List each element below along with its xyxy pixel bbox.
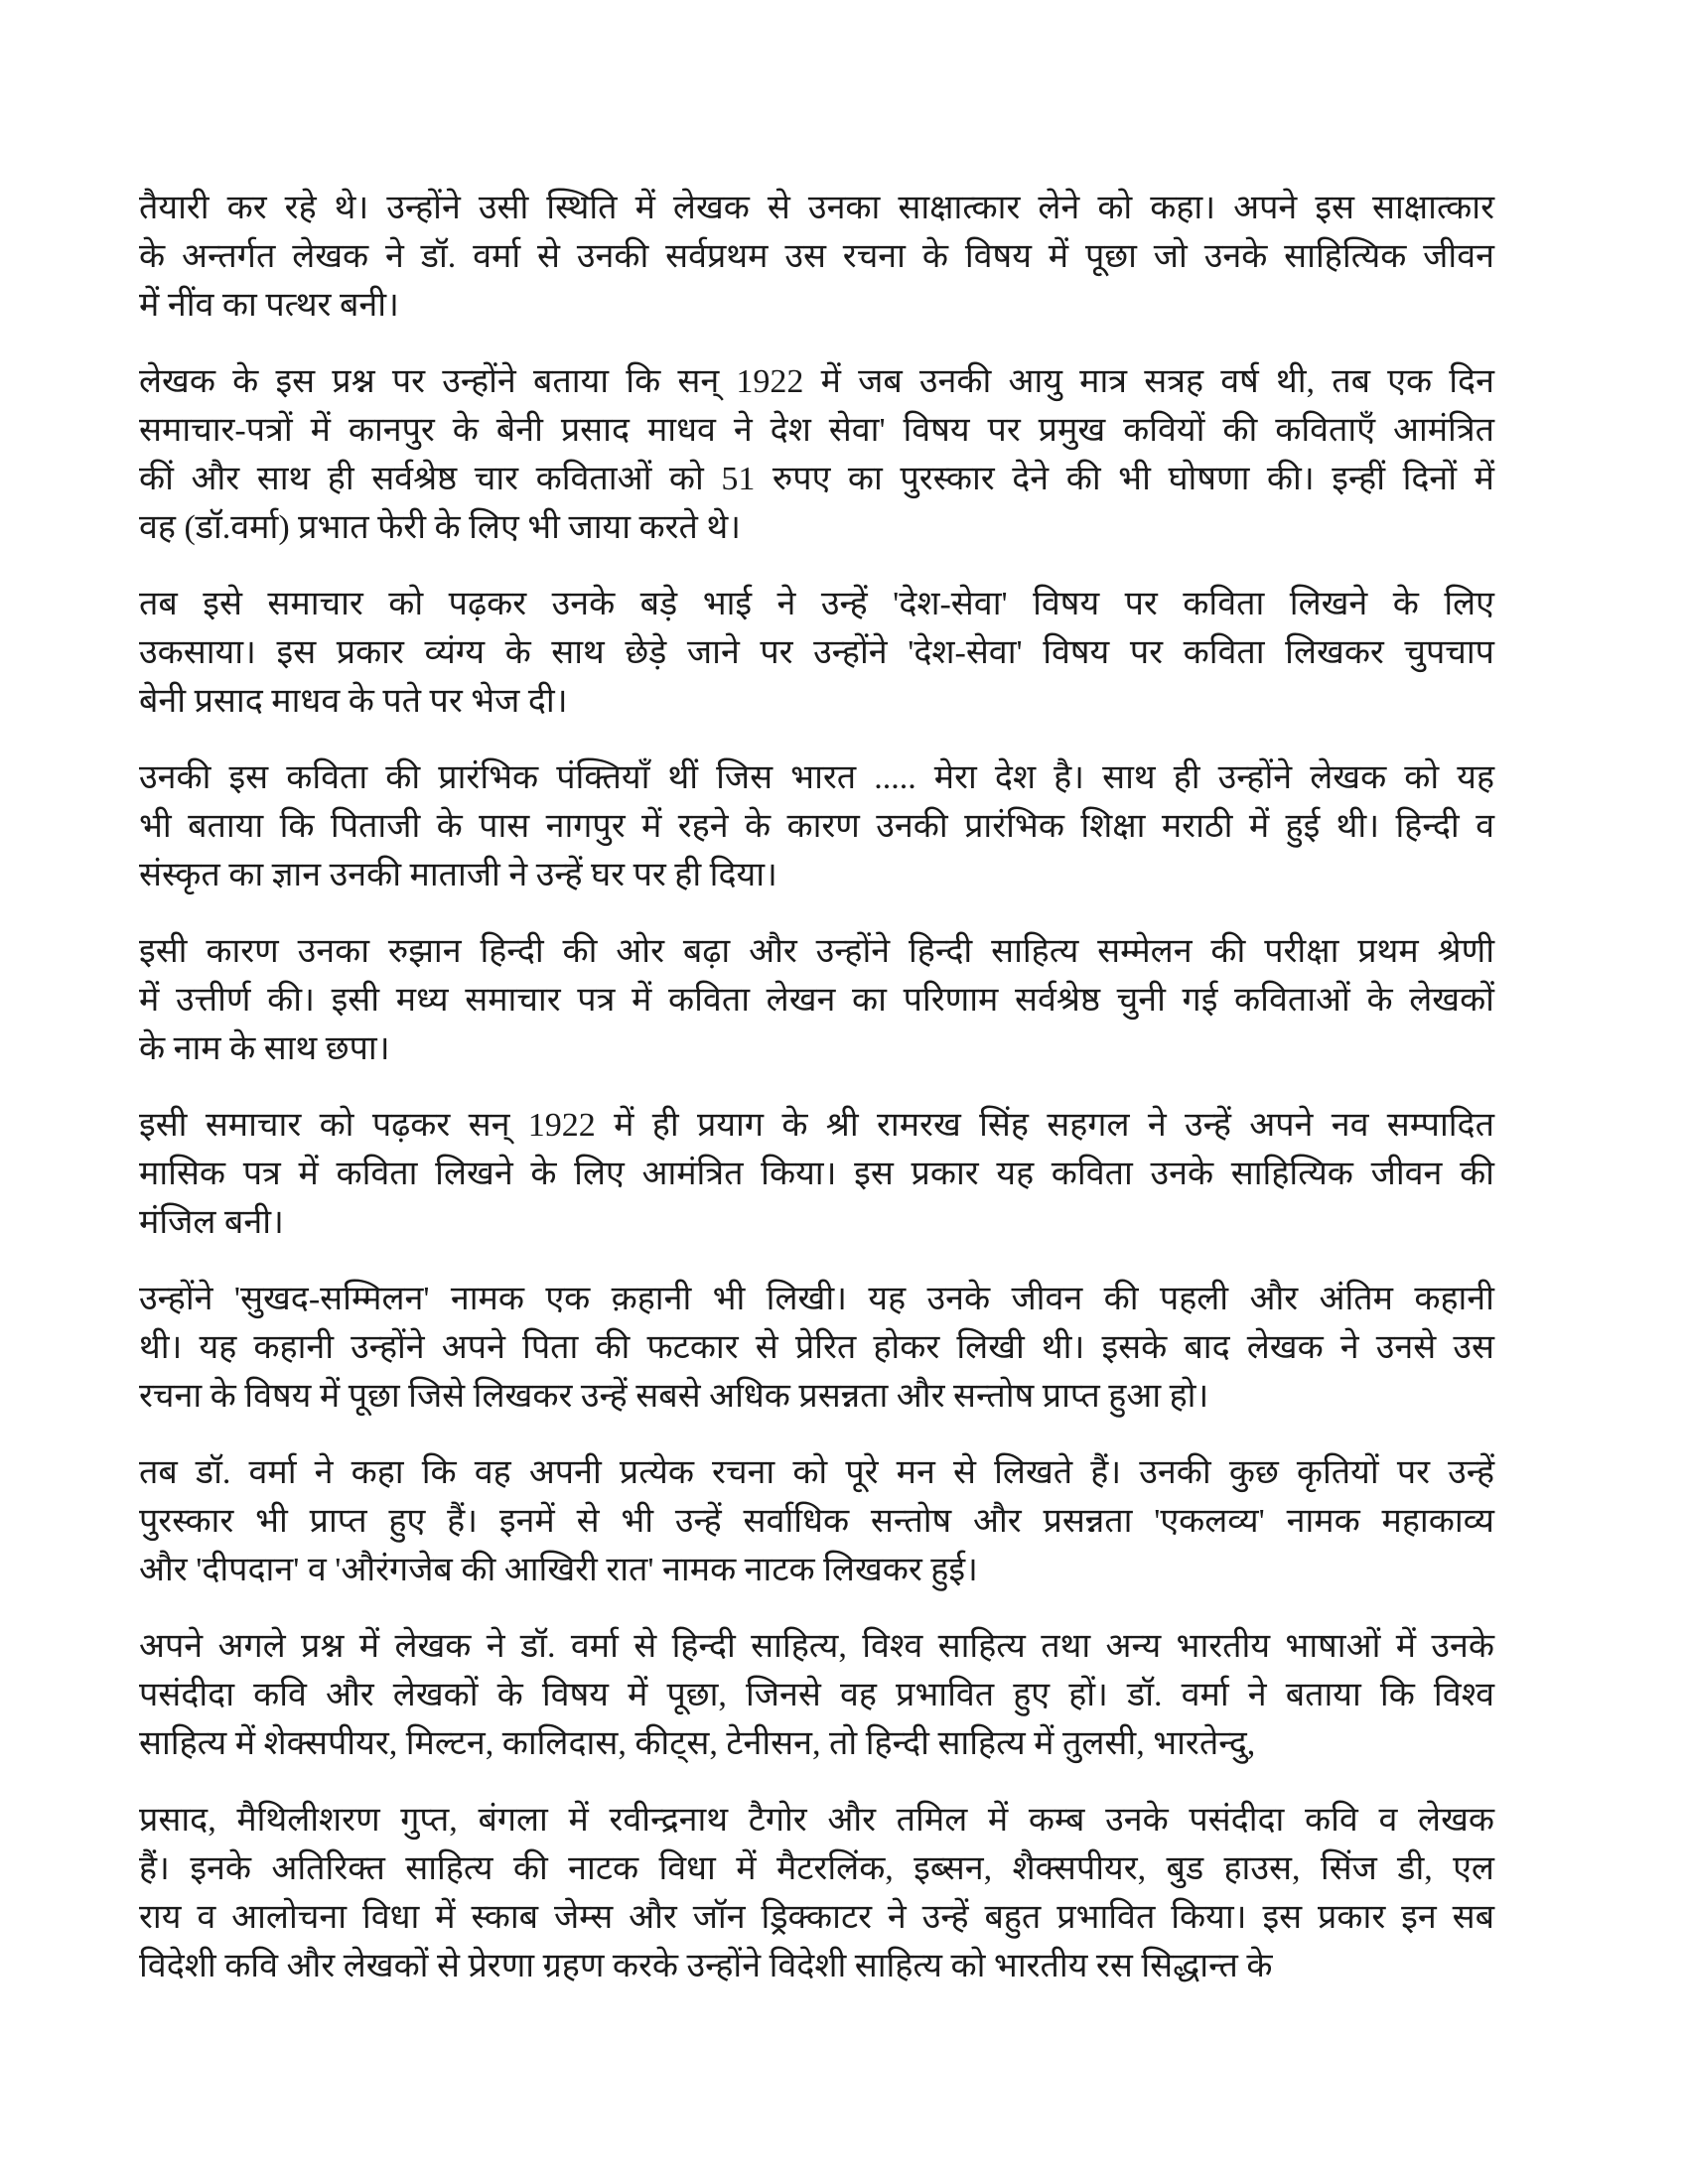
- text-line: तब डॉ. वर्मा ने कहा कि वह अपनी प्रत्येक रचना को पूरे मन से लिखते हैं। उनकी कुछ कृतियों पर उन्हें: [139, 1454, 1494, 1491]
- text-line: साहित्य में शेक्सपीयर, मिल्टन, कालिदास, कीट्स, टेनीसन, तो हिन्दी साहित्य में तुलसी, भारतेन्दु,: [139, 1725, 1256, 1762]
- text-line: लेखक के इस प्रश्न पर उन्होंने बताया कि सन् 1922 में जब उनकी आयु मात्र सत्रह वर्ष थी, तब एक दिन: [139, 363, 1494, 400]
- text-line: राय व आलोचना विधा में स्काब जेम्स और जॉन ड्रिक्काटर ने उन्हें बहुत प्रभावित किया। इस प्रकार इन सब: [139, 1899, 1494, 1936]
- paragraph: [139, 1275, 1494, 1421]
- text-line: उकसाया। इस प्रकार व्यंग्य के साथ छेड़े जाने पर उन्होंने 'देश-सेवा' विषय पर कविता लिखकर चुपचाप: [139, 634, 1494, 671]
- text-line: और 'दीपदान' व 'औरंगजेब की आखिरी रात' नामक नाटक लिखकर हुई।: [139, 1552, 978, 1588]
- text-line: में नींव का पत्थर बनी।: [139, 287, 399, 324]
- paragraph: [139, 1101, 1494, 1247]
- text-line: तब इसे समाचार को पढ़कर उनके बड़े भाई ने उन्हें 'देश-सेवा' विषय पर कविता लिखने के लिए: [139, 586, 1494, 622]
- paragraph: [139, 580, 1494, 726]
- text-line: रचना के विषय में पूछा जिसे लिखकर उन्हें सबसे अधिक प्रसन्नता और सन्तोष प्राप्त हुआ हो।: [139, 1378, 1209, 1415]
- text-line: पसंदीदा कवि और लेखकों के विषय में पूछा, जिनसे वह प्रभावित हुए हों। डॉ. वर्मा ने बताया कि विश्व: [139, 1677, 1494, 1713]
- paragraph: [139, 357, 1494, 552]
- text-line: के नाम के साथ छपा।: [139, 1030, 390, 1067]
- text-line: कीं और साथ ही सर्वश्रेष्ठ चार कविताओं को 51 रुपए का पुरस्कार देने की भी घोषणा की। इन्हीं दिनों में: [139, 461, 1494, 497]
- text-line: अपने अगले प्रश्न में लेखक ने डॉ. वर्मा से हिन्दी साहित्य, विश्व साहित्य तथा अन्य भारतीय भाषाओं में उनके: [139, 1628, 1494, 1665]
- text-line: इसी कारण उनका रुझान हिन्दी की ओर बढ़ा और उन्होंने हिन्दी साहित्य सम्मेलन की परीक्षा प्रथम श्रेणी: [139, 933, 1494, 970]
- text-line: उनकी इस कविता की प्रारंभिक पंक्तियाँ थीं जिस भारत ..... मेरा देश है। साथ ही उन्होंने लेखक को यह: [139, 759, 1494, 796]
- paragraph: [139, 1448, 1494, 1594]
- text-line: मंजिल बनी।: [139, 1204, 284, 1241]
- text-line: समाचार-पत्रों में कानपुर के बेनी प्रसाद माधव ने देश सेवा' विषय पर प्रमुख कवियों की कविताएँ आमंत्रित: [139, 412, 1494, 449]
- paragraph: [139, 927, 1494, 1073]
- text-line: थी। यह कहानी उन्होंने अपने पिता की फटकार से प्रेरित होकर लिखी थी। इसके बाद लेखक ने उनसे उस: [139, 1329, 1494, 1366]
- text-line: बेनी प्रसाद माधव के पते पर भेज दी।: [139, 683, 568, 720]
- paragraph: [139, 184, 1494, 330]
- text-line: तैयारी कर रहे थे। उन्होंने उसी स्थिति में लेखक से उनका साक्षात्कार लेने को कहा। अपने इस साक्षात्कार: [139, 190, 1494, 226]
- text-line: विदेशी कवि और लेखकों से प्रेरणा ग्रहण करके उन्होंने विदेशी साहित्य को भारतीय रस सिद्धान्त के: [139, 1948, 1273, 1984]
- text-line: उन्होंने 'सुखद-सम्मिलन' नामक एक क़हानी भी लिखी। यह उनके जीवन की पहली और अंतिम कहानी: [139, 1281, 1494, 1317]
- paragraph: [139, 1622, 1494, 1768]
- paragraph: [139, 1796, 1494, 1990]
- text-line: वह (डॉ.वर्मा) प्रभात फेरी के लिए भी जाया करते थे।: [139, 509, 742, 546]
- text-line: संस्कृत का ज्ञान उनकी माताजी ने उन्हें घर पर ही दिया।: [139, 857, 777, 893]
- text-line: प्रसाद, मैथिलीशरण गुप्त, बंगला में रवीन्द्रनाथ टैगोर और तमिल में कम्ब उनके पसंदीदा कवि व लेखक: [139, 1802, 1494, 1839]
- text-line: इसी समाचार को पढ़कर सन् 1922 में ही प्रयाग के श्री रामरख सिंह सहगल ने उन्हें अपने नव सम्पादित: [139, 1107, 1494, 1144]
- text-line: में उत्तीर्ण की। इसी मध्य समाचार पत्र में कविता लेखन का परिणाम सर्वश्रेष्ठ चुनी गई कविताओं के लेखकों: [139, 982, 1494, 1019]
- paragraph: [139, 753, 1494, 899]
- text-line: के अन्तर्गत लेखक ने डॉ. वर्मा से उनकी सर्वप्रथम उस रचना के विषय में पूछा जो उनके साहित्यिक जीवन: [139, 238, 1494, 275]
- text-line: मासिक पत्र में कविता लिखने के लिए आमंत्रित किया। इस प्रकार यह कविता उनके साहित्यिक जीवन की: [139, 1156, 1494, 1192]
- text-line: पुरस्कार भी प्राप्त हुए हैं। इनमें से भी उन्हें सर्वाधिक सन्तोष और प्रसन्नता 'एकलव्य' नामक महाकाव्य: [139, 1503, 1494, 1540]
- text-line: भी बताया कि पिताजी के पास नागपुर में रहने के कारण उनकी प्रारंभिक शिक्षा मराठी में हुई थी। हिन्दी व: [139, 808, 1494, 845]
- text-line: हैं। इनके अतिरिक्त साहित्य की नाटक विधा में मैटरलिंक, इब्सन, शैक्सपीयर, बुड हाउस, सिंज डी, एल: [139, 1850, 1494, 1887]
